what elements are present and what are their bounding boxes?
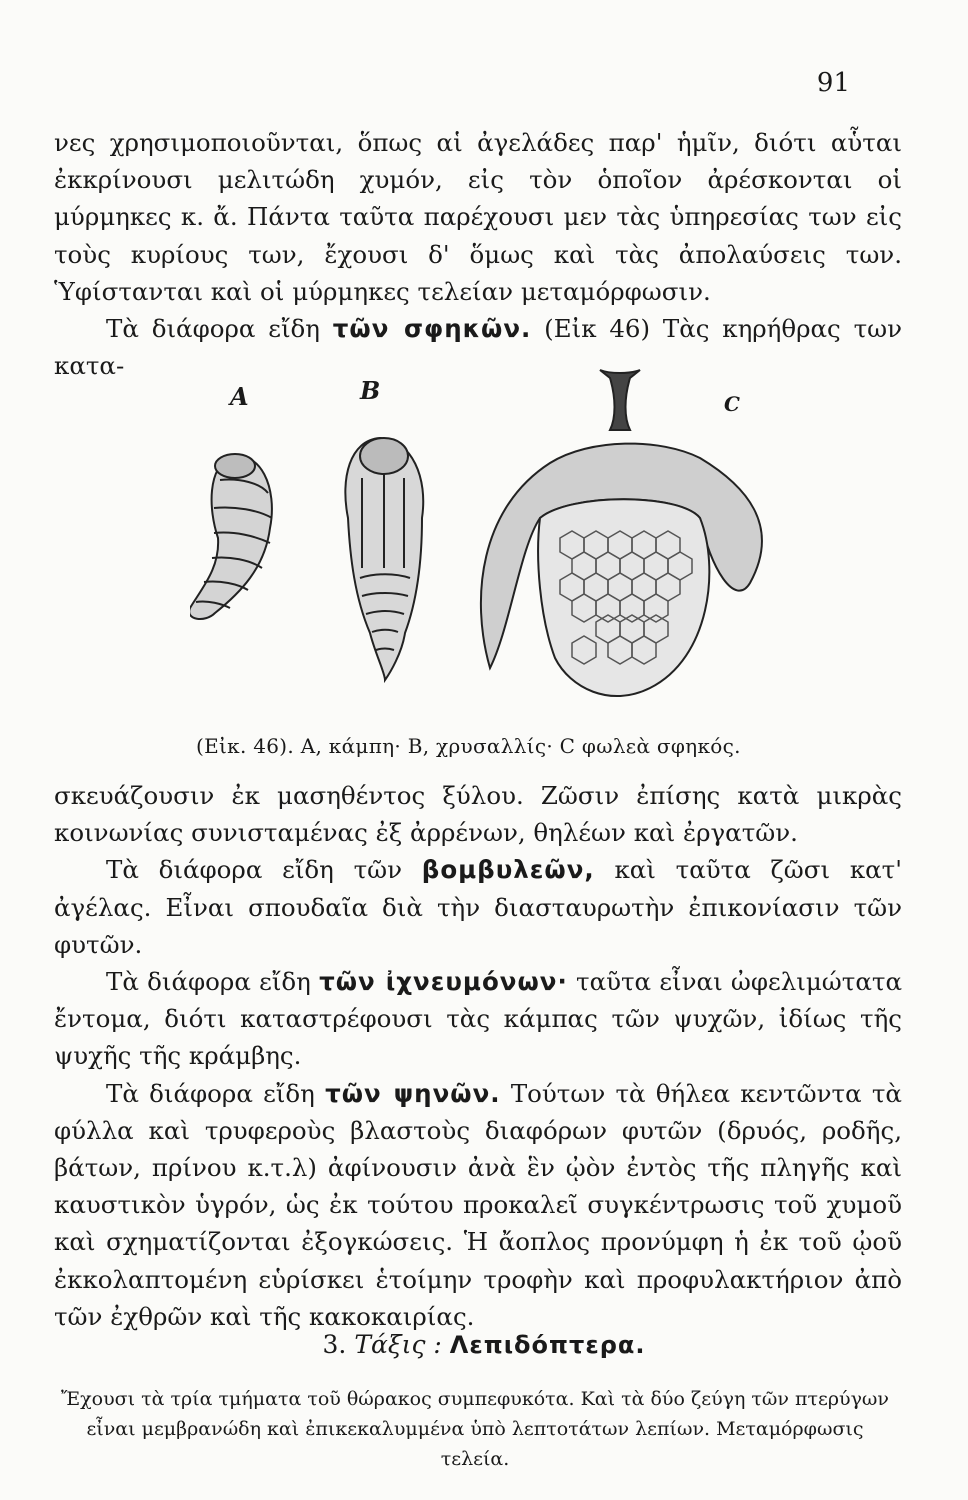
figure-46 [190, 368, 790, 713]
body-text [54, 777, 902, 1335]
figure-label-c: C [724, 392, 740, 416]
figure-label-b: B [360, 376, 381, 405]
section-title [0, 1330, 968, 1359]
paragraph-1-text: νες χρησιμοποιοῦνται, ὅπως αἱ ἀγελάδες παρ' ἡμῖν, διότι αὗται ἐκκρίνουσι μελιτώδη χυμόν, εἰς τὸν ὁποῖον ἀρέσκονται οἱ μύρμηκες κ. ἄ. Πάντα ταῦτα παρέχουσι μεν τὰς ὑπηρεσίας των εἰς τοὺς κυρίους των, ἔχουσι δ' ὅμως καὶ τὰς ἀπολαύσεις των. Ὑφίστανται καὶ οἱ μύρμηκες τελείαν μεταμόρφωσιν. [54, 128, 902, 306]
section-word: Τάξις : [354, 1330, 442, 1359]
page-number: 91 [816, 68, 850, 98]
heading-gallwasps: τῶν ψηνῶν. [325, 1078, 501, 1108]
paragraph-2: σκευάζουσιν ἐκ μασηθέντος ξύλου. Ζῶσιν ἐπίσης κατὰ μικρὰς κοινωνίας συνισταμένας ἐξ ἀρρένων, θηλέων καὶ ἐργατῶν. [54, 781, 902, 848]
paragraph-bumblebees-start: Τὰ διάφορα εἴδη τῶν [106, 855, 403, 885]
paragraph-bumblebees-end: καὶ ταῦτα ζῶσι κατ' ἀγέλας. Εἶναι σπουδαῖα διὰ τὴν διασταυρωτὴν ἐπικονίασιν τῶν φυτῶν. [54, 855, 902, 959]
figure-caption: (Εἰκ. 46). A, κάμπη· B, χρυσαλλίς· C φωλεὰ σφηκός. [196, 734, 741, 758]
pupa-illustration [345, 438, 423, 680]
heading-wasps: τῶν σφηκῶν. [332, 314, 532, 344]
section-number: 3. [322, 1330, 347, 1359]
figure-label-a: A [230, 382, 249, 411]
heading-bumblebees: βομβυλεῶν, [421, 855, 595, 885]
paragraph-wasps-end: (Εἰκ 46) Τὰς κηρήθρας των κατα- [54, 314, 902, 381]
nest-illustration [481, 370, 762, 696]
paragraph-wasps-start: Τὰ διάφορα εἴδη [106, 314, 320, 344]
figure-illustration [190, 368, 790, 713]
paragraph-1 [54, 124, 902, 384]
heading-ichneumon: τῶν ἰχνευμόνων· [319, 967, 568, 997]
paragraph-ichneumon-end: ταῦτα εἶναι ὠφελιμώτατα ἔντομα, διότι καταστρέφουσι τὰς κάμπας τῶν ψυχῶν, ἰδίως τῆς ψυχῆς τῆς κράμβης. [54, 967, 902, 1071]
paragraph-lepidoptera: Ἔχουσι τὰ τρία τμήματα τοῦ θώρακος συμπεφυκότα. Καὶ τὰ δύο ζεύγη τῶν πτερύγων εἶναι μεμβρανώδη καὶ ἐπικεκαλυμμένα ὑπὸ λεπτοτάτων λεπίων. Μεταμόρφωσις τελεία. [61, 1388, 889, 1470]
paragraph-gallwasps-start: Τὰ διάφορα εἴδη [106, 1078, 315, 1108]
paragraph-ichneumon-start: Τὰ διάφορα εἴδη [106, 967, 311, 997]
larva-illustration [190, 454, 272, 619]
section-name: Λεπιδόπτερα. [449, 1331, 646, 1359]
paragraph-gallwasps-end: Τούτων τὰ θήλεα κεντῶντα τὰ φύλλα καὶ τρυφεροὺς βλαστοὺς διαφόρων φυτῶν (δρυός, ροδῆς, βάτων, πρίνου κ.τ.λ) ἀφίνουσιν ἀνὰ ἓν ᾠὸν ἐντὸς τῆς πληγῆς καὶ καυστικὸν ὑγρόν, ὡς ἐκ τούτου προκαλεῖ συγκέντρωσις τοῦ χυμοῦ καὶ σχηματίζονται ἐξογκώσεις. Ἡ ἄοπλος προνύμφη ἡ ἐκ τοῦ ᾠοῦ ἐκκολαπτομένη εὑρίσκει ἑτοίμην τροφὴν καὶ προφυλακτήριον ἀπὸ τῶν ἐχθρῶν καὶ τῆς κακοκαιρίας. [54, 1078, 902, 1331]
